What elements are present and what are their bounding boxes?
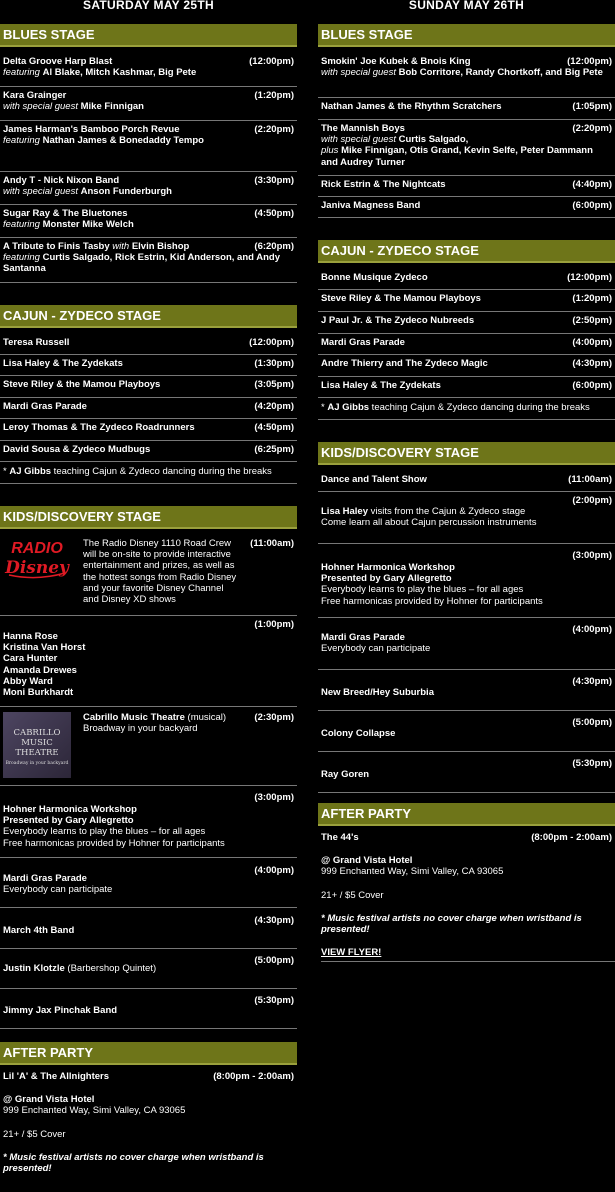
list-item	[318, 471, 615, 492]
event-time: (4:00pm)	[572, 624, 612, 635]
performer-name: Amanda Drewes	[3, 664, 77, 676]
event-title: Smokin' Joe Kubek & Bnois King	[321, 56, 471, 67]
event-time: (5:30pm)	[572, 758, 612, 769]
event-title-line	[321, 179, 615, 190]
list-item	[318, 312, 615, 334]
cajun-stage-list	[0, 334, 297, 462]
list-item	[0, 53, 297, 87]
guest-names: Bob Corritore, Randy Chortkoff, and Big Pete	[398, 67, 603, 79]
event-desc: Free harmonicas provided by Hohner for participants	[3, 837, 225, 849]
venue: @ Grand Vista Hotel	[321, 855, 413, 867]
cover: 21+ / $5 Cover	[321, 889, 384, 901]
event-title: Presented by Gary Allegretto	[321, 573, 452, 585]
event-title-line	[321, 101, 615, 112]
address: 999 Enchanted Way, Simi Valley, CA 93065	[321, 866, 504, 878]
list-item	[318, 98, 615, 120]
event-title-line	[321, 315, 615, 326]
list-item	[0, 616, 297, 707]
event-title-line	[3, 90, 297, 101]
list-item	[318, 752, 615, 793]
event-time: (6:20pm)	[254, 241, 294, 252]
event-title-line	[321, 358, 615, 369]
event-title-line	[3, 444, 297, 455]
event-title-line	[321, 380, 615, 391]
event-title-line	[321, 200, 615, 211]
event-title: Cabrillo Music Theatre	[83, 712, 185, 723]
note-name: AJ Gibbs	[9, 466, 52, 477]
performer-name: Moni Burkhardt	[3, 687, 74, 699]
day-title: SATURDAY MAY 25TH	[83, 0, 214, 12]
event-desc: Everybody can participate	[3, 884, 113, 896]
stage-header-blues: BLUES STAGE	[318, 24, 615, 47]
event-time: (12:00pm)	[567, 272, 612, 283]
list-item	[0, 707, 297, 786]
logo-tagline: Broadway in your backyard	[5, 761, 69, 766]
guest-line	[3, 135, 297, 146]
event-title: Hohner Harmonica Workshop	[3, 804, 137, 815]
list-item	[318, 176, 615, 197]
list-item	[318, 492, 615, 544]
event-time: (4:40pm)	[572, 179, 612, 190]
list-item	[0, 949, 297, 989]
wristband-note: * Music festival artists no cover charge when wristband is presented!	[3, 1151, 264, 1175]
event-time: (2:50pm)	[572, 315, 612, 326]
event-title: Elvin Bishop	[131, 241, 190, 252]
list-item	[0, 419, 297, 441]
stage-header-cajun: CAJUN - ZYDECO STAGE	[0, 305, 297, 328]
event-title: Colony Collapse	[321, 728, 396, 739]
performer-name: Kristina Van Horst	[3, 642, 86, 654]
event-time: (5:30pm)	[254, 995, 294, 1006]
event-title: The 44's	[321, 832, 359, 843]
logo-text: THEATRE	[15, 748, 59, 758]
event-title: Mardi Gras Parade	[3, 401, 87, 412]
stage-header-kids: KIDS/DISCOVERY STAGE	[318, 442, 615, 465]
event-title: Delta Groove Harp Blast	[3, 56, 113, 67]
guest-prefix: featuring	[3, 219, 40, 231]
event-time: (1:00pm)	[254, 619, 294, 630]
event-title-line	[3, 379, 297, 390]
event-time: (3:30pm)	[254, 175, 294, 186]
guest-names: Nathan James & Bonedaddy Tempo	[42, 135, 204, 147]
event-time: (3:00pm)	[572, 550, 612, 561]
event-time: (6:00pm)	[572, 200, 612, 211]
event-title-line	[3, 401, 297, 412]
event-time: (4:30pm)	[572, 676, 612, 687]
guest-prefix: featuring	[3, 67, 40, 79]
list-item	[0, 858, 297, 908]
saturday-column	[0, 0, 297, 1174]
event-title: Mardi Gras Parade	[321, 632, 405, 643]
event-title: Lil 'A' & The Allnighters	[3, 1071, 110, 1082]
event-title: Lisa Haley	[321, 506, 368, 517]
list-item	[0, 786, 297, 858]
list-item	[318, 290, 615, 312]
list-item	[318, 670, 615, 711]
event-desc: Everybody learns to play the blues – for all ages	[321, 584, 524, 596]
event-time: (8:00pm - 2:00am)	[531, 832, 612, 843]
after-party	[318, 832, 615, 962]
event-time: (4:20pm)	[254, 401, 294, 412]
guest-names: Al Blake, Mitch Kashmar, Big Pete	[42, 67, 197, 79]
list-item	[318, 355, 615, 377]
event-title: Mardi Gras Parade	[321, 337, 405, 348]
event-title-line	[3, 241, 297, 252]
event-time: (4:50pm)	[254, 208, 294, 219]
after-party	[0, 1071, 297, 1174]
event-title: Presented by Gary Allegretto	[3, 815, 134, 827]
event-time: (1:30pm)	[254, 358, 294, 369]
performer-name: Hanna Rose	[3, 631, 58, 642]
svg-text:Disney: Disney	[5, 558, 69, 578]
event-title: Dance and Talent Show	[321, 474, 427, 485]
event-desc: Everybody learns to play the blues – for all ages	[3, 826, 206, 838]
note-text: teaching Cajun & Zydeco dancing during the breaks	[51, 466, 272, 477]
guest-names: Mike Finnigan, Otis Grand, Kevin Selfe, Peter Dammann and Audrey Turner	[321, 145, 593, 168]
event-time: (2:00pm)	[572, 495, 612, 506]
guest-line	[321, 67, 615, 78]
event-title: Andy T - Nick Nixon Band	[3, 175, 120, 186]
list-item	[318, 544, 615, 618]
event-title-line	[321, 123, 615, 134]
event-desc: Broadway in your backyard	[83, 723, 198, 735]
divider	[321, 961, 615, 962]
guest-names: Curtis Salgado,	[398, 134, 469, 146]
event-title: March 4th Band	[3, 925, 75, 936]
event-title-line	[3, 175, 297, 186]
logo-text: MUSIC	[21, 738, 53, 748]
view-flyer-link[interactable]: VIEW FLYER!	[321, 947, 382, 959]
event-title: Janiva Magness Band	[321, 200, 421, 211]
list-item	[0, 908, 297, 949]
event-title: Lisa Haley & The Zydekats	[321, 380, 441, 391]
blues-stage-list	[0, 53, 297, 283]
event-title: J Paul Jr. & The Zydeco Nubreeds	[321, 315, 475, 326]
event-desc: Come learn all about Cajun percussion instruments	[321, 517, 537, 529]
event-title-line	[3, 208, 297, 219]
event-title: Lisa Haley & The Zydekats	[3, 358, 123, 369]
guest-prefix: with special guest	[321, 134, 396, 146]
list-item	[318, 120, 615, 176]
list-item	[318, 618, 615, 670]
guest-line	[3, 252, 297, 274]
event-desc: Everybody can participate	[321, 643, 431, 655]
list-item	[0, 87, 297, 121]
event-time: (11:00am)	[250, 538, 294, 549]
event-title-line	[321, 293, 615, 304]
event-time: (5:00pm)	[254, 955, 294, 966]
list-item	[318, 334, 615, 355]
guest-names: Monster Mike Welch	[42, 219, 134, 231]
event-time: (2:20pm)	[254, 124, 294, 135]
guest-line	[3, 186, 297, 197]
event-title: Jimmy Jax Pinchak Band	[3, 1005, 118, 1016]
event-time: (2:20pm)	[572, 123, 612, 134]
stage-header-after-party: AFTER PARTY	[0, 1042, 297, 1065]
list-item	[318, 269, 615, 290]
svg-text:RADIO: RADIO	[11, 540, 63, 557]
wristband-note: * Music festival artists no cover charge when wristband is presented!	[321, 912, 582, 936]
event-time: (12:00pm)	[567, 56, 612, 67]
event-time: (6:25pm)	[254, 444, 294, 455]
event-title: Leroy Thomas & The Zydeco Roadrunners	[3, 422, 195, 433]
event-title: Hohner Harmonica Workshop	[321, 562, 455, 573]
event-time: (6:00pm)	[572, 380, 612, 391]
event-suffix: (Barbershop Quintet)	[64, 963, 157, 974]
guest-line	[321, 134, 615, 168]
event-time: (12:00pm)	[249, 56, 294, 67]
guest-prefix: featuring	[3, 252, 40, 264]
guest-prefix: with special guest	[321, 67, 396, 79]
event-title: New Breed/Hey Suburbia	[321, 687, 434, 698]
event-time: (8:00pm - 2:00am)	[213, 1071, 294, 1082]
event-title: Andre Thierry and The Zydeco Magic	[321, 358, 488, 369]
event-time: (11:00am)	[568, 474, 612, 485]
event-title: Ray Goren	[321, 769, 370, 780]
list-item	[0, 121, 297, 172]
list-item	[0, 205, 297, 238]
event-title: David Sousa & Zydeco Mudbugs	[3, 444, 151, 455]
event-title-line	[321, 337, 615, 348]
event-time: (2:30pm)	[254, 712, 294, 723]
venue: @ Grand Vista Hotel	[3, 1094, 95, 1106]
event-time: (4:30pm)	[254, 915, 294, 926]
event-title: Steve Riley & The Mamou Playboys	[321, 293, 481, 304]
event-title: Mardi Gras Parade	[3, 873, 87, 884]
guest-names: Curtis Salgado, Rick Estrin, Kid Anderson, and Andy Santanna	[3, 252, 280, 275]
list-item	[318, 711, 615, 752]
event-title: Kara Grainger	[3, 90, 67, 101]
day-title: SUNDAY MAY 26TH	[408, 0, 525, 12]
blues-stage-list	[318, 53, 615, 218]
list-item	[0, 376, 297, 398]
event-title: A Tribute to Finis Tasby	[3, 241, 110, 252]
list-item	[318, 197, 615, 218]
event-title: Sugar Ray & The Bluetones	[3, 208, 128, 219]
cajun-note: * AJ Gibbs teaching Cajun & Zydeco dancing during the breaks	[318, 398, 615, 420]
event-time: (12:00pm)	[249, 337, 294, 348]
event-time: (5:00pm)	[572, 717, 612, 728]
event-title-line	[3, 358, 297, 369]
guest-prefix: with special guest	[3, 186, 78, 198]
event-time: (4:50pm)	[254, 422, 294, 433]
guest-line	[3, 67, 297, 78]
event-time: (1:20pm)	[572, 293, 612, 304]
note-text: teaching Cajun & Zydeco dancing during the breaks	[369, 402, 590, 413]
cajun-note: * AJ Gibbs teaching Cajun & Zydeco dancing during the breaks	[0, 462, 297, 484]
event-title: Steve Riley & the Mamou Playboys	[3, 379, 161, 390]
guest-names: Anson Funderburgh	[80, 186, 172, 198]
list-item	[0, 238, 297, 283]
stage-header-blues: BLUES STAGE	[0, 24, 297, 47]
list-item	[0, 398, 297, 419]
event-title-line	[3, 124, 297, 135]
list-item	[0, 334, 297, 355]
event-title: Nathan James & the Rhythm Scratchers	[321, 101, 502, 112]
guest-prefix: plus	[321, 145, 339, 157]
address: 999 Enchanted Way, Simi Valley, CA 93065	[3, 1105, 186, 1117]
event-desc: Free harmonicas provided by Hohner for participants	[321, 595, 543, 607]
event-time: (4:30pm)	[572, 358, 612, 369]
event-title: Rick Estrin & The Nightcats	[321, 179, 446, 190]
guest-prefix: with special guest	[3, 101, 78, 113]
event-title: The Mannish Boys	[321, 123, 405, 134]
cajun-stage-list	[318, 269, 615, 398]
event-time: (4:00pm)	[572, 337, 612, 348]
event-title-line	[3, 422, 297, 433]
guest-line	[3, 101, 297, 112]
list-item	[0, 172, 297, 205]
event-title: Justin Klotzle	[3, 963, 65, 974]
performer-name: Abby Ward	[3, 675, 53, 687]
list-item	[0, 989, 297, 1029]
list-item	[318, 377, 615, 398]
performer-name: Cara Hunter	[3, 653, 58, 665]
cabrillo-logo	[3, 712, 71, 778]
list-item	[0, 441, 297, 462]
note-name: AJ Gibbs	[327, 402, 370, 413]
list-item	[318, 53, 615, 98]
list-item	[0, 355, 297, 376]
stage-header-kids: KIDS/DISCOVERY STAGE	[0, 506, 297, 529]
event-time: (1:20pm)	[254, 90, 294, 101]
cover: 21+ / $5 Cover	[3, 1128, 66, 1140]
event-time: (3:05pm)	[254, 379, 294, 390]
event-suffix: (musical)	[184, 712, 227, 723]
event-title: James Harman's Bamboo Porch Revue	[3, 124, 180, 135]
event-title: Bonne Musique Zydeco	[321, 272, 428, 283]
guest-prefix: featuring	[3, 135, 40, 147]
connector-text: with	[112, 241, 130, 252]
stage-header-after-party: AFTER PARTY	[318, 803, 615, 826]
event-desc: The Radio Disney 1110 Road Crew will be on-site to provide interactive entertainment and prizes, as well as the hottest songs from Radio Disney and your favorite Disney Channel and Disney XD shows	[83, 538, 237, 606]
event-suffix: visits from the Cajun & Zydeco stage	[368, 506, 526, 517]
guest-line	[3, 219, 297, 230]
logo-text: CABRILLO	[13, 728, 61, 738]
stage-header-cajun: CAJUN - ZYDECO STAGE	[318, 240, 615, 263]
event-time: (1:05pm)	[572, 101, 612, 112]
event-title: Teresa Russell	[3, 337, 70, 348]
event-time: (4:00pm)	[254, 865, 294, 876]
guest-names: Mike Finnigan	[80, 101, 144, 113]
sunday-column	[318, 0, 615, 962]
list-item	[0, 535, 297, 616]
event-time: (3:00pm)	[254, 792, 294, 803]
radio-disney-logo	[3, 535, 71, 601]
